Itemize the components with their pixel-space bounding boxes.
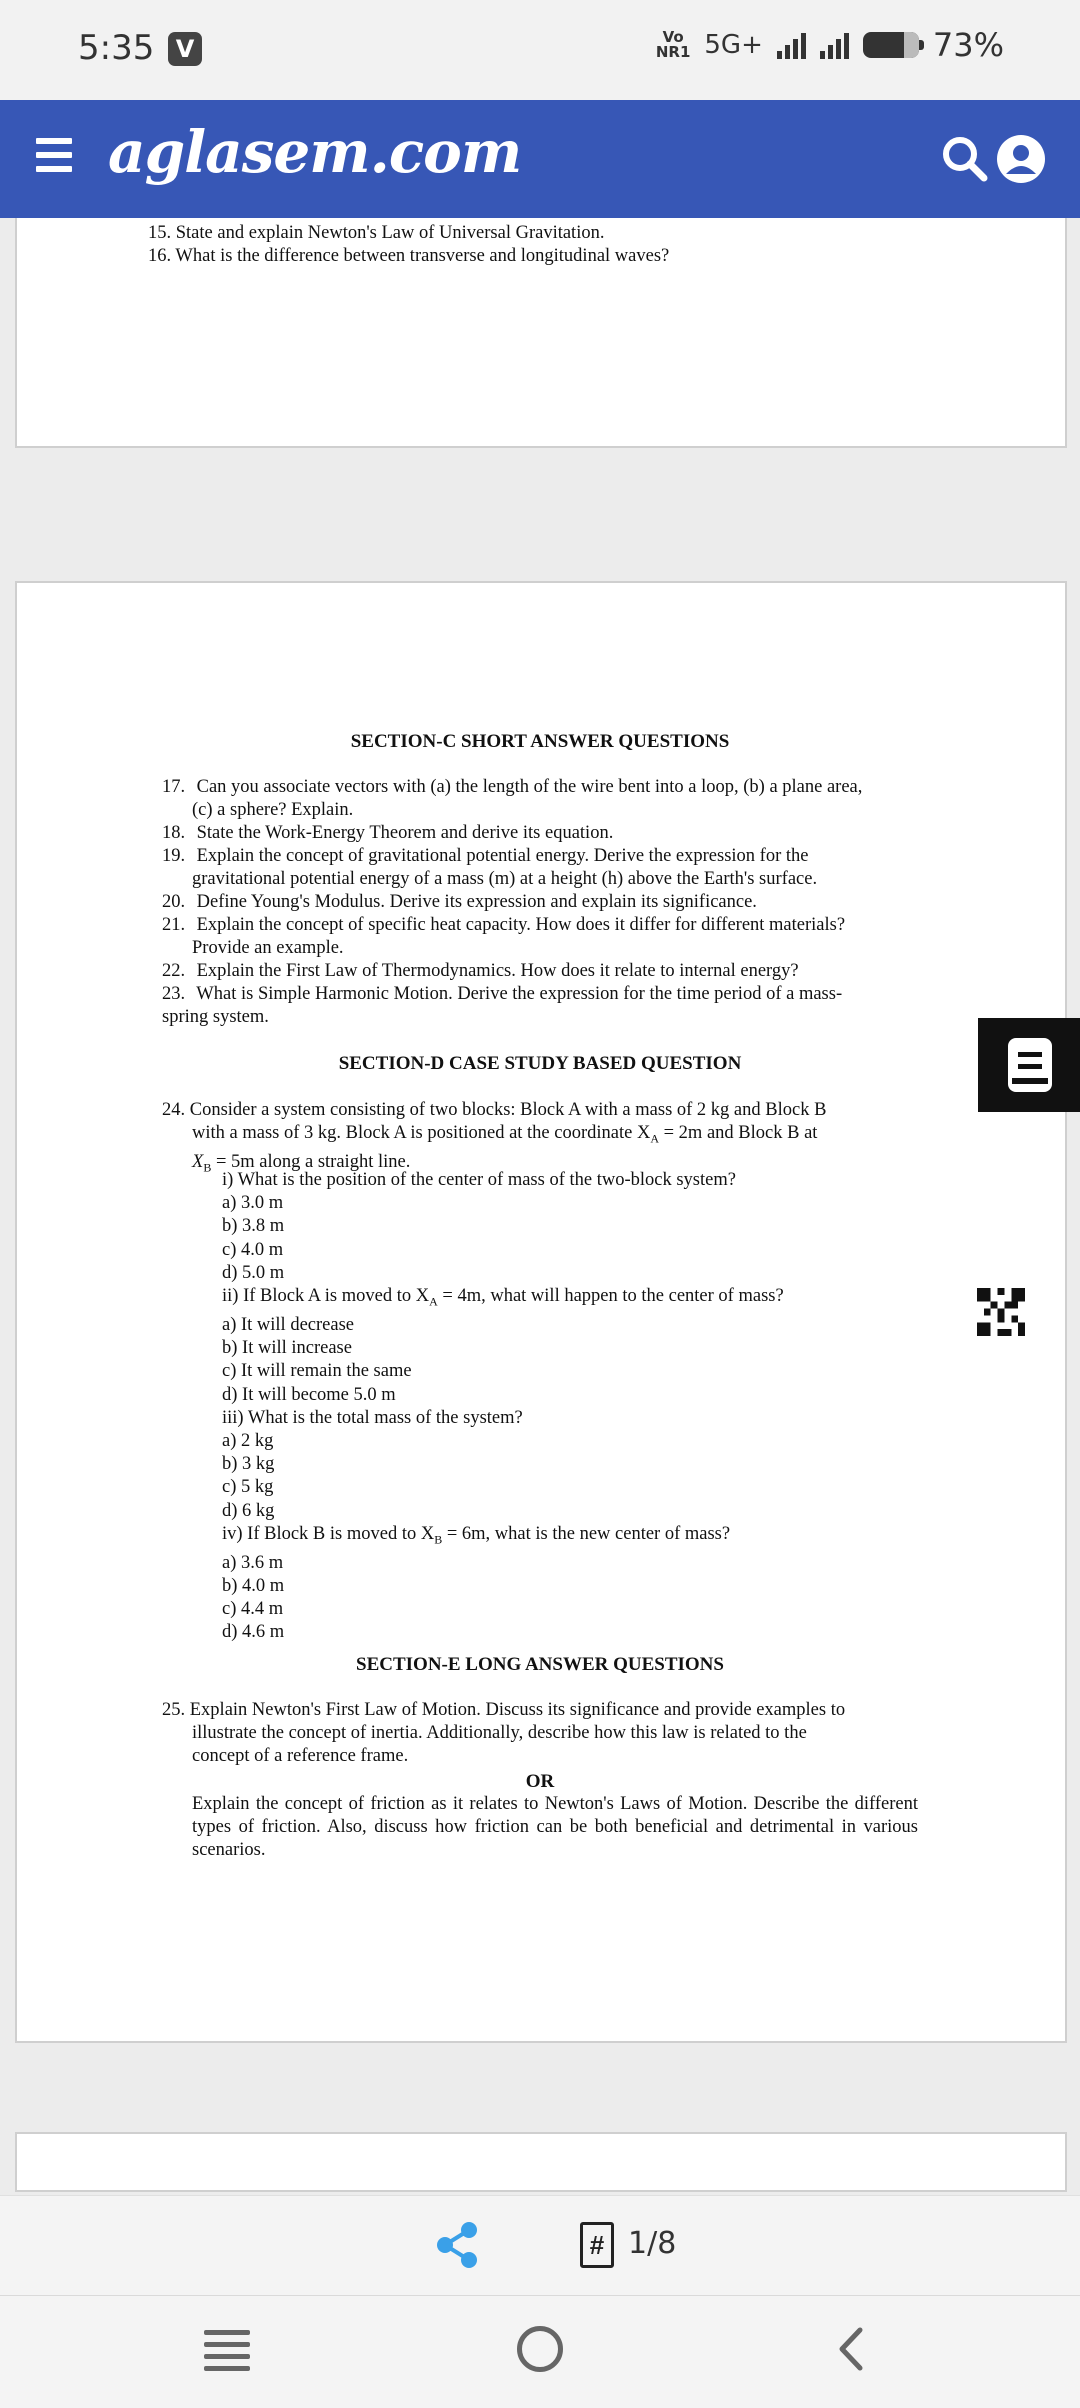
question-22: 22. Explain the First Law of Thermodynamics. How does it relate to internal energy? — [162, 961, 799, 981]
q24-subquestions — [222, 1169, 922, 1644]
option: c) It will remain the same — [222, 1361, 412, 1382]
option: a) 2 kg — [222, 1430, 274, 1451]
option: d) 5.0 m — [222, 1262, 285, 1283]
section-d-title: SECTION-D CASE STUDY BASED QUESTION — [338, 1053, 742, 1074]
q25-line: concept of a reference frame. — [192, 1746, 409, 1766]
q25-line: illustrate the concept of inertia. Additionally, describe how this law is related to the — [192, 1723, 807, 1743]
status-bar — [0, 0, 1080, 100]
option: b) 3.8 m — [222, 1216, 285, 1237]
volte-label: Vo — [662, 28, 684, 46]
q24-line: $X_B = 5m$ along a straight line. — [192, 1151, 411, 1175]
option: b) It will increase — [222, 1338, 352, 1359]
battery-percent: 73% — [932, 26, 1004, 64]
site-logo[interactable]: aglasem.com — [108, 118, 522, 186]
option: c) 5 kg — [222, 1477, 274, 1498]
option: a) 3.6 m — [222, 1552, 284, 1573]
back-icon[interactable] — [830, 2324, 870, 2374]
qr-code-icon — [977, 1288, 1025, 1336]
or-divider: OR — [525, 1771, 555, 1792]
account-icon[interactable] — [996, 134, 1046, 184]
question-18: 18. State the Work-Energy Theorem and derive its equation. — [162, 823, 614, 843]
question-24 — [162, 1099, 918, 1179]
notification-badge: V — [168, 32, 202, 66]
status-time: 5:35 — [78, 28, 155, 68]
option: b) 4.0 m — [222, 1575, 285, 1596]
battery-icon — [863, 32, 919, 58]
app-header — [0, 100, 1080, 218]
question-25 — [162, 1699, 918, 1862]
section-c-questions — [162, 776, 918, 1029]
document-page — [15, 2132, 1067, 2192]
share-icon[interactable] — [435, 2220, 479, 2270]
signal-icon — [777, 31, 806, 59]
question-23: 23. What is Simple Harmonic Motion. Derive the expression for the time period of a mass- spring system. — [162, 984, 843, 1027]
question-21: 21. Explain the concept of specific heat capacity. How does it differ for different materials? Provide an example. — [162, 915, 846, 958]
q25-alternative: Explain the concept of friction as it relates to Newton's Laws of Motion. Describe the different types of friction. Also, discuss how friction can be both beneficial and detrimental in various scenarios. — [192, 1794, 918, 1860]
option: d) 6 kg — [222, 1500, 275, 1521]
section-e-title: SECTION-E LONG ANSWER QUESTIONS — [356, 1654, 724, 1675]
question-16: 16. What is the difference between transverse and longitudinal waves? — [148, 246, 670, 266]
page-count: 1/8 — [628, 2226, 677, 2261]
page1-questions — [148, 222, 948, 268]
option: a) 3.0 m — [222, 1193, 284, 1214]
hamburger-menu-icon[interactable] — [36, 138, 72, 172]
network-type: 5G+ — [704, 30, 763, 60]
nr-label: NR1 — [655, 43, 691, 61]
q25-line: 25. Explain Newton's First Law of Motion. Discuss its significance and provide examples to — [162, 1700, 846, 1720]
subquestion: ii) If Block A is moved to $X_A = 4m$, what will happen to the center of mass? — [222, 1286, 784, 1309]
option: d) It will become 5.0 m — [222, 1384, 396, 1405]
option: c) 4.0 m — [222, 1239, 284, 1260]
recent-apps-icon[interactable] — [204, 2330, 250, 2370]
question-17: 17. Can you associate vectors with (a) the length of the wire bent into a loop, (b) a plane area, (c) a sphere? Explain. — [162, 777, 863, 820]
search-icon[interactable] — [940, 134, 988, 182]
reader-mode-button[interactable] — [978, 1018, 1080, 1112]
question-20: 20. Define Young's Modulus. Derive its expression and explain its significance. — [162, 892, 757, 912]
subquestion: iv) If Block B is moved to $X_B = 6m$, what is the new center of mass? — [222, 1523, 731, 1547]
home-icon[interactable] — [517, 2326, 563, 2372]
option: c) 4.4 m — [222, 1599, 284, 1620]
section-c-title: SECTION-C SHORT ANSWER QUESTIONS — [350, 731, 730, 752]
signal-icon-2 — [820, 31, 849, 59]
option: a) It will decrease — [222, 1314, 354, 1335]
system-nav-bar — [0, 2295, 1080, 2408]
page-number-icon[interactable]: # — [580, 2222, 614, 2268]
status-icons — [656, 26, 1004, 64]
subquestion: i) What is the position of the center of mass of the two-block system? — [222, 1170, 736, 1190]
q24-line: 24. Consider a system consisting of two blocks: Block A with a mass of 2 kg and Block B — [162, 1100, 827, 1120]
book-icon — [978, 1018, 1080, 1112]
bottom-toolbar — [0, 2195, 1080, 2295]
volte-indicator — [656, 30, 691, 60]
question-19: 19. Explain the concept of gravitational potential energy. Derive the expression for the gravitational potential energy of a mass (m) at a height (h) above the Earth's surface. — [162, 846, 818, 889]
subquestion: iii) What is the total mass of the system? — [222, 1407, 523, 1428]
question-15: 15. State and explain Newton's Law of Universal Gravitation. — [148, 223, 605, 243]
option: d) 4.6 m — [222, 1622, 285, 1643]
option: b) 3 kg — [222, 1454, 275, 1475]
q24-line: with a mass of 3 kg. Block A is positioned at the coordinate $X_A = 2m$ and Block B at — [192, 1123, 818, 1146]
